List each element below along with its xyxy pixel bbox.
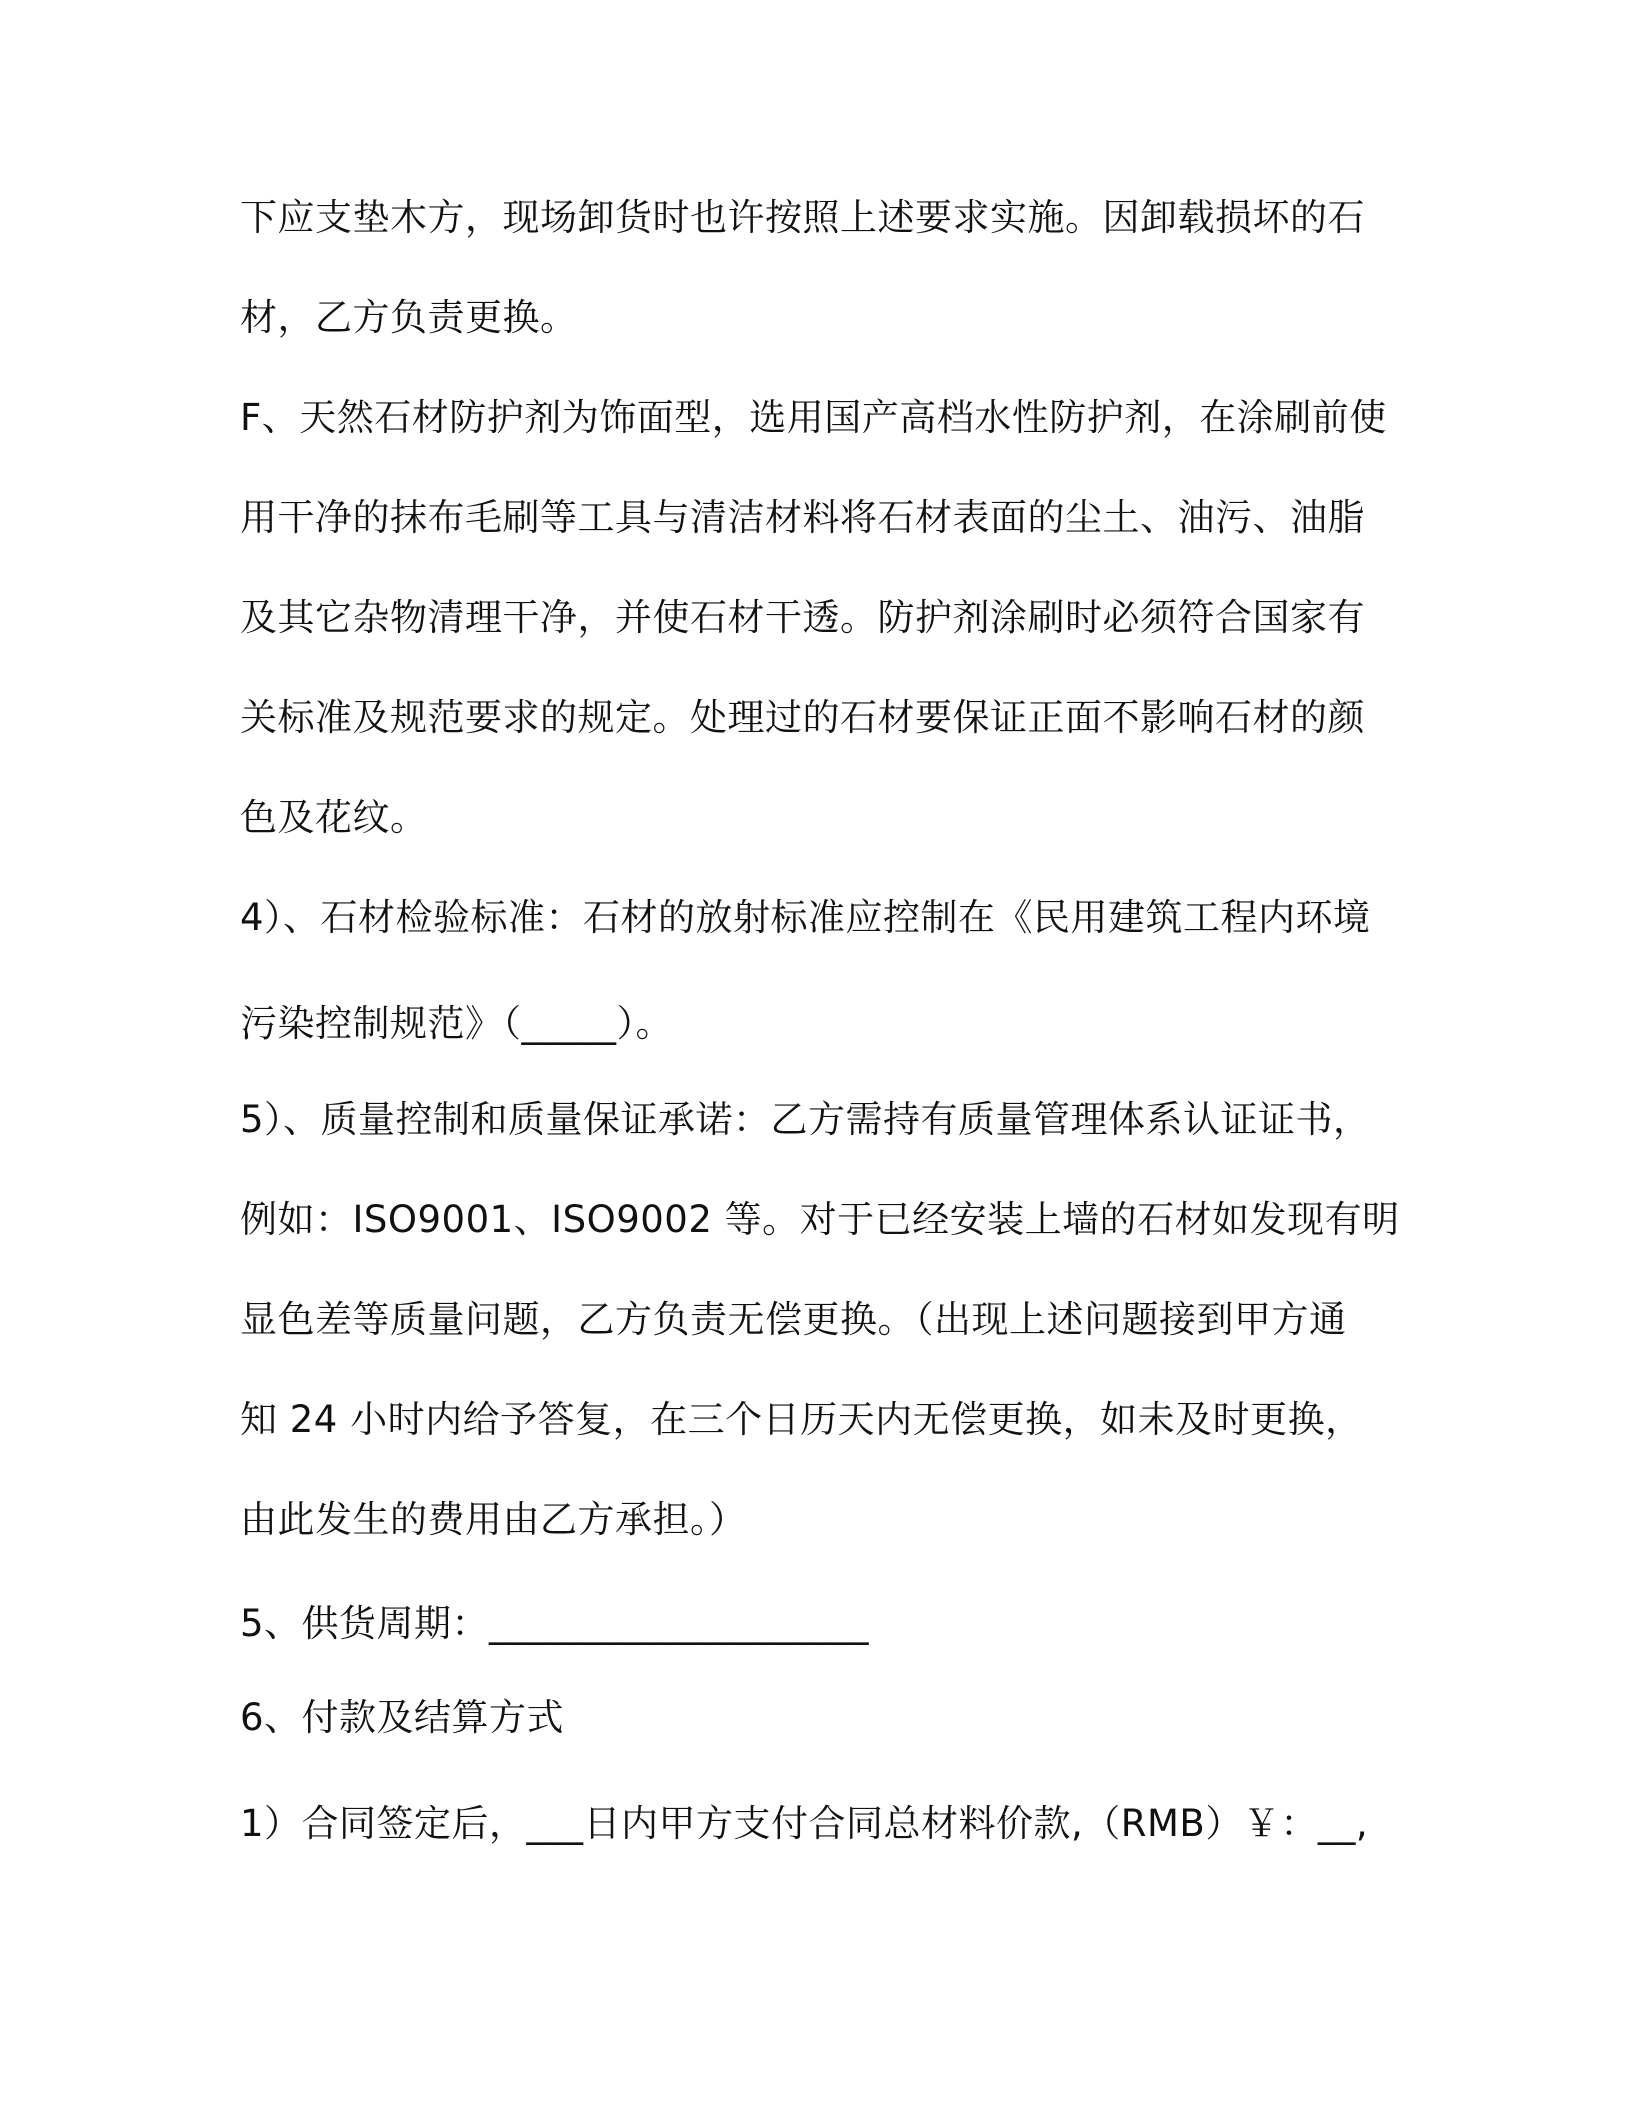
- paragraph-line: 知 24 小时内给予答复，在三个日历天内无偿更换，如未及时更换，: [240, 1398, 1363, 1441]
- paragraph-line: 5）、质量控制和质量保证承诺：乙方需持有质量管理体系认证证书，: [240, 1098, 1371, 1141]
- paragraph-line: 例如：ISO9001、ISO9002 等。对于已经安装上墙的石材如发现有明: [240, 1198, 1400, 1241]
- paragraph-line: 4）、石材检验标准：石材的放射标准应控制在《民用建筑工程内环境: [240, 896, 1371, 939]
- paragraph-line: F、天然石材防护剂为饰面型，选用国产高档水性防护剂，在涂刷前使: [240, 396, 1387, 439]
- paragraph-line: 色及花纹。: [240, 796, 428, 839]
- paragraph-line: 由此发生的费用由乙方承担。）: [240, 1498, 747, 1541]
- paragraph-line: 5、供货周期：____________________: [240, 1602, 870, 1645]
- paragraph-line: 及其它杂物清理干净，并使石材干透。防护剂涂刷时必须符合国家有: [240, 596, 1365, 639]
- paragraph-line: 材，乙方负责更换。: [240, 296, 578, 339]
- paragraph-line: 显色差等质量问题，乙方负责无偿更换。（出现上述问题接到甲方通: [240, 1298, 1347, 1341]
- paragraph-line: 关标准及规范要求的规定。处理过的石材要保证正面不影响石材的颜: [240, 696, 1365, 739]
- paragraph-line: 1）合同签定后，___日内甲方支付合同总材料价款,（RMB）￥：__,: [240, 1802, 1369, 1845]
- paragraph-line: 6、付款及结算方式: [240, 1696, 565, 1739]
- paragraph-line: 污染控制规范》（_____）。: [240, 1002, 673, 1045]
- paragraph-line: 下应支垫木方，现场卸货时也许按照上述要求实施。因卸载损坏的石: [240, 196, 1365, 239]
- paragraph-line: 用干净的抹布毛刷等工具与清洁材料将石材表面的尘土、油污、油脂: [240, 496, 1365, 539]
